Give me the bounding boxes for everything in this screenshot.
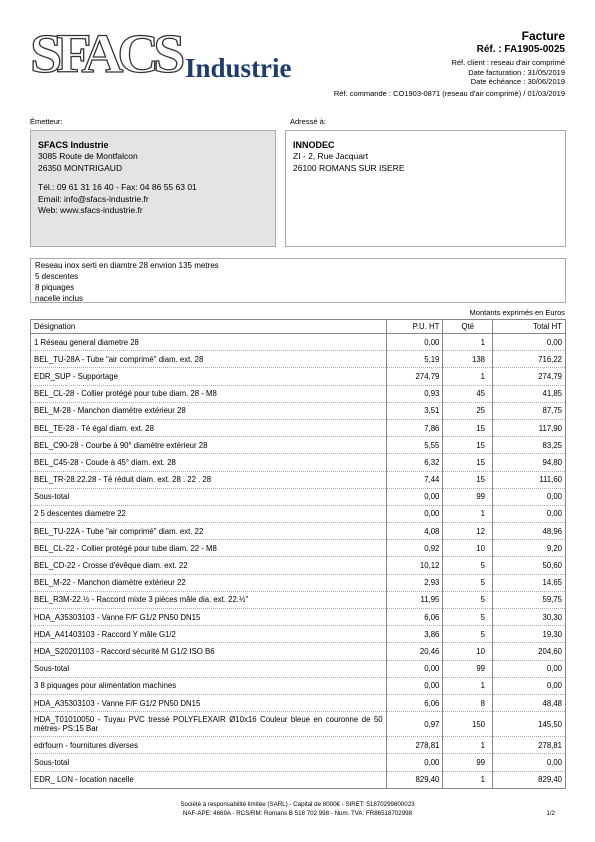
line-unit-price: 0,00 — [386, 334, 443, 351]
table-row — [31, 754, 566, 771]
line-quantity: 15 — [443, 454, 493, 471]
line-quantity: 99 — [443, 660, 493, 677]
line-unit-price: 7,86 — [386, 419, 443, 436]
line-designation: EDR_ LON - location nacelle — [31, 771, 387, 788]
line-total: 48,48 — [493, 694, 566, 711]
line-designation: BEL_M-22 - Manchon diamètre extérieur 22 — [31, 574, 387, 591]
invoice-reference: Réf. : FA1905-0025 — [476, 44, 565, 55]
line-total: 19,30 — [493, 626, 566, 643]
line-designation: 3 8 piquages pour alimentation machines — [31, 677, 387, 694]
column-header-total: Total HT — [493, 320, 566, 334]
description-line: nacelle inclus — [35, 294, 84, 303]
line-unit-price: 6,06 — [386, 609, 443, 626]
table-row — [31, 437, 566, 454]
line-unit-price: 6,06 — [386, 694, 443, 711]
line-unit-price: 2,93 — [386, 574, 443, 591]
line-total: 9,20 — [493, 540, 566, 557]
table-row — [31, 368, 566, 385]
currency-note: Montants exprimés en Euros — [469, 308, 565, 317]
line-total: 87,75 — [493, 402, 566, 419]
line-designation: BEL_TE-28 - Té égal diam. ext. 28 — [31, 419, 387, 436]
table-row — [31, 574, 566, 591]
line-total: 0,00 — [493, 505, 566, 522]
line-designation: 1 Réseau general diametre 28 — [31, 334, 387, 351]
line-quantity: 12 — [443, 523, 493, 540]
line-designation: HDA_A41403103 - Raccord Y mâle G1/2 — [31, 626, 387, 643]
document-title: Facture — [521, 29, 565, 43]
line-unit-price: 278,81 — [386, 737, 443, 754]
line-designation: HDA_A35303103 - Vanne F/F G1/2 PN50 DN15 — [31, 694, 387, 711]
line-quantity: 1 — [443, 505, 493, 522]
line-quantity: 15 — [443, 471, 493, 488]
recipient-label: Adressé à: — [290, 117, 326, 126]
line-designation: EDR_SUP - Supportage — [31, 368, 387, 385]
table-row — [31, 351, 566, 368]
sender-box — [30, 130, 276, 247]
line-designation: BEL_CL-22 - Collier protégé pour tube diam. 22 - M8 — [31, 540, 387, 557]
line-unit-price: 0,00 — [386, 754, 443, 771]
line-designation: HDA_T01010050 - Tuyau PVC tressé POLYFLEXAIR Ø10x16 Couleur bleue en couronne de 50 mètres- PS:15 Bar — [31, 712, 387, 737]
line-unit-price: 11,95 — [386, 591, 443, 608]
line-quantity: 1 — [443, 737, 493, 754]
footer-legal-line2: NAF-APE: 4669A - RCS/RM: Romans B 518 702 998 - Num. TVA: FR86518702998 — [182, 810, 413, 817]
line-total: 0,00 — [493, 488, 566, 505]
line-quantity: 10 — [443, 540, 493, 557]
table-row — [31, 609, 566, 626]
line-total: 274,79 — [493, 368, 566, 385]
line-unit-price: 0,00 — [386, 677, 443, 694]
recipient-box — [285, 130, 566, 247]
line-designation: BEL_R3M-22.½ - Raccord mixte 3 pièces mâle dia. ext. 22.½" — [31, 591, 387, 608]
line-quantity: 25 — [443, 402, 493, 419]
table-header-row — [31, 320, 566, 334]
line-total: 204,60 — [493, 643, 566, 660]
table-row — [31, 737, 566, 754]
line-designation: BEL_C45-28 - Coude à 45° diam. ext. 28 — [31, 454, 387, 471]
line-quantity: 5 — [443, 557, 493, 574]
table-row — [31, 419, 566, 436]
table-row — [31, 471, 566, 488]
sender-label: Émetteur: — [30, 117, 63, 126]
table-row — [31, 385, 566, 402]
table-row — [31, 591, 566, 608]
footer-legal-line1: Société à responsabilité limitée (SARL) - Capital de 8000€ - SIRET: 51870299800023 — [180, 801, 415, 808]
line-unit-price: 0,93 — [386, 385, 443, 402]
line-unit-price: 5,19 — [386, 351, 443, 368]
table-row — [31, 505, 566, 522]
line-designation: Sous-total — [31, 488, 387, 505]
invoice-lines-table — [30, 319, 566, 789]
line-quantity: 10 — [443, 643, 493, 660]
line-quantity: 5 — [443, 626, 493, 643]
line-total: 0,00 — [493, 677, 566, 694]
line-designation: BEL_TU-28A - Tube "air comprimé" diam. ext. 28 — [31, 351, 387, 368]
page-number: 1/2 — [546, 810, 555, 817]
column-header-unit-price: P.U. HT — [386, 320, 443, 334]
table-row — [31, 540, 566, 557]
line-quantity: 1 — [443, 368, 493, 385]
line-designation: BEL_CD-22 - Crosse d'évêque diam. ext. 22 — [31, 557, 387, 574]
line-quantity: 5 — [443, 574, 493, 591]
line-total: 48,96 — [493, 523, 566, 540]
order-reference: Réf. commande : CO1903-0871 (reseau d'air comprimé) / 01/03/2019 — [333, 89, 565, 98]
line-total: 117,90 — [493, 419, 566, 436]
line-quantity: 1 — [443, 334, 493, 351]
due-date: Date échéance : 30/06/2019 — [470, 77, 565, 86]
line-quantity: 99 — [443, 488, 493, 505]
line-total: 59,75 — [493, 591, 566, 608]
line-total: 716,22 — [493, 351, 566, 368]
table-row — [31, 771, 566, 788]
sender-address-line2: 26350 MONTRIGAUD — [38, 162, 123, 173]
line-unit-price: 0,00 — [386, 660, 443, 677]
line-designation: Sous-total — [31, 754, 387, 771]
line-unit-price: 10,12 — [386, 557, 443, 574]
line-designation: edrfourn - fournitures diverses — [31, 737, 387, 754]
line-quantity: 150 — [443, 712, 493, 737]
table-row — [31, 712, 566, 737]
line-unit-price: 4,08 — [386, 523, 443, 540]
line-quantity: 45 — [443, 385, 493, 402]
company-logo: SFACS — [30, 22, 180, 85]
line-quantity: 138 — [443, 351, 493, 368]
sender-website: Web: www.sfacs-industrie.fr — [38, 205, 143, 215]
recipient-address-line1: ZI - 2, Rue Jacquart — [293, 151, 369, 161]
line-total: 0,00 — [493, 334, 566, 351]
line-total: 278,81 — [493, 737, 566, 754]
line-unit-price: 3,86 — [386, 626, 443, 643]
line-quantity: 15 — [443, 419, 493, 436]
description-line: 5 descentes — [35, 272, 79, 281]
line-quantity: 1 — [443, 677, 493, 694]
line-total: 0,00 — [493, 754, 566, 771]
line-total: 30,30 — [493, 609, 566, 626]
line-unit-price: 0,97 — [386, 712, 443, 737]
table-row — [31, 402, 566, 419]
line-quantity: 15 — [443, 437, 493, 454]
table-row — [31, 677, 566, 694]
line-total: 829,40 — [493, 771, 566, 788]
line-unit-price: 5,55 — [386, 437, 443, 454]
line-designation: BEL_C90-28 - Courbe à 90° diamètre extérieur 28 — [31, 437, 387, 454]
table-row — [31, 694, 566, 711]
description-line: Reseau inox serti en diamtre 28 envrion 135 metres — [35, 261, 219, 270]
sender-phone: Tél.: 09 61 31 16 40 - Fax: 04 86 55 63 01 — [38, 182, 197, 192]
client-reference: Réf. client : reseau d'air comprimé — [451, 58, 565, 67]
line-unit-price: 0,00 — [386, 505, 443, 522]
line-quantity: 1 — [443, 771, 493, 788]
line-designation: 2 5 descentes diametre 22 — [31, 505, 387, 522]
line-designation: BEL_M-28 - Manchon diamètre extérieur 28 — [31, 402, 387, 419]
line-total: 0,00 — [493, 660, 566, 677]
line-total: 41,85 — [493, 385, 566, 402]
line-unit-price: 0,00 — [386, 488, 443, 505]
line-total: 83,25 — [493, 437, 566, 454]
line-quantity: 99 — [443, 754, 493, 771]
description-line: 8 piquages — [35, 283, 75, 292]
line-quantity: 8 — [443, 694, 493, 711]
column-header-designation: Désignation — [31, 320, 387, 334]
invoice-date: Date facturation : 31/05/2019 — [468, 68, 565, 77]
line-unit-price: 20,46 — [386, 643, 443, 660]
sender-name: SFACS Industrie — [38, 140, 109, 150]
line-unit-price: 7,44 — [386, 471, 443, 488]
table-row — [31, 660, 566, 677]
line-designation: BEL_TR-28.22.28 - Té réduit diam. ext. 28 . 22 . 28 — [31, 471, 387, 488]
line-total: 94,80 — [493, 454, 566, 471]
table-row — [31, 643, 566, 660]
recipient-address-line2: 26100 ROMANS SUR ISERE — [293, 162, 405, 173]
table-row — [31, 523, 566, 540]
column-header-quantity: Qté — [443, 320, 493, 334]
line-total: 14,65 — [493, 574, 566, 591]
line-unit-price: 3,51 — [386, 402, 443, 419]
line-designation: HDA_A35303103 - Vanne F/F G1/2 PN50 DN15 — [31, 609, 387, 626]
table-row — [31, 334, 566, 351]
table-row — [31, 626, 566, 643]
line-total: 145,50 — [493, 712, 566, 737]
table-row — [31, 557, 566, 574]
sender-email: Email: info@sfacs-industrie.fr — [38, 193, 149, 204]
line-unit-price: 6,32 — [386, 454, 443, 471]
company-logo-subtitle: Industrie — [185, 53, 292, 83]
line-designation: Sous-total — [31, 660, 387, 677]
line-quantity: 5 — [443, 609, 493, 626]
line-designation: BEL_TU-22A - Tube "air comprimé" diam. ext. 22 — [31, 523, 387, 540]
recipient-name: INNODEC — [293, 140, 335, 150]
order-description — [30, 258, 566, 303]
table-row — [31, 454, 566, 471]
line-total: 50,60 — [493, 557, 566, 574]
line-unit-price: 274,79 — [386, 368, 443, 385]
line-quantity: 5 — [443, 591, 493, 608]
line-total: 111,60 — [493, 471, 566, 488]
sender-address-line1: 3085 Route de Montfalcon — [38, 151, 138, 161]
line-unit-price: 0,92 — [386, 540, 443, 557]
table-row — [31, 488, 566, 505]
line-designation: BEL_CL-28 - Collier protégé pour tube diam. 28 - M8 — [31, 385, 387, 402]
line-unit-price: 829,40 — [386, 771, 443, 788]
line-designation: HDA_S20201103 - Raccord sécurité M G1/2 ISO B6 — [31, 643, 387, 660]
